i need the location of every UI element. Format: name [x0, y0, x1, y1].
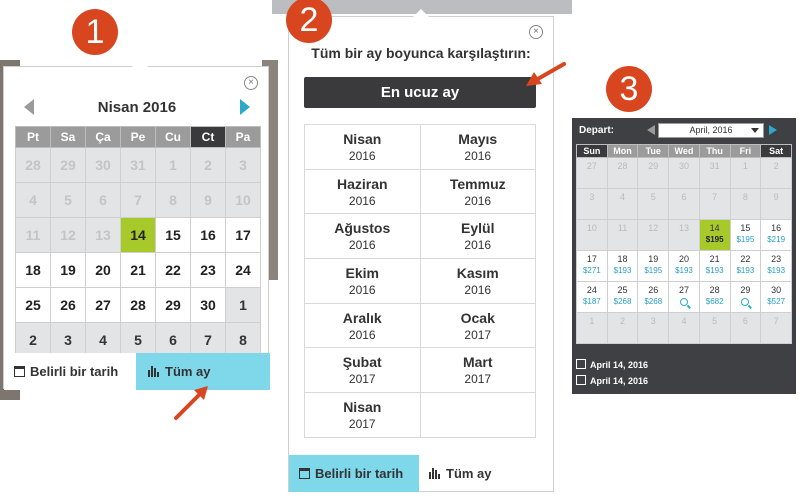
calendar-day: 7 [121, 183, 156, 218]
day-number: 1 [589, 316, 595, 326]
month-year: 2017 [348, 372, 376, 387]
calendar-day[interactable] [669, 251, 700, 282]
return-date: April 14, 2016 [590, 376, 649, 386]
compare-title: Tüm bir ay boyunca karşılaştırın: [311, 45, 531, 61]
calendar-day: 30 [86, 148, 121, 183]
calendar-day: 2 [191, 148, 226, 183]
calendar-day[interactable]: 7 [191, 323, 226, 358]
calendar-day: 9 [191, 183, 226, 218]
step-badge-3: 3 [606, 66, 652, 112]
tab-label: Tüm ay [165, 364, 211, 379]
day-price: $682 [705, 297, 724, 306]
day-number: 5 [650, 192, 656, 202]
calendar-day [577, 313, 608, 344]
depart-date-row [576, 359, 648, 371]
day-price: $187 [582, 297, 601, 306]
day-price: $527 [767, 297, 786, 306]
month-select[interactable] [658, 123, 764, 138]
calendar-week [577, 282, 792, 313]
month-name: Temmuz [449, 175, 506, 192]
calendar-day[interactable]: 15 [156, 218, 191, 253]
search-icon[interactable] [680, 298, 688, 306]
search-icon[interactable] [741, 298, 749, 306]
month-cell[interactable] [305, 303, 421, 348]
date-mode-tabs [4, 353, 270, 390]
day-price: $268 [644, 297, 663, 306]
calendar-day: 3 [226, 148, 261, 183]
month-year: 2016 [348, 282, 376, 297]
month-cell[interactable] [420, 125, 536, 170]
calendar-week [16, 183, 261, 218]
calendar-day[interactable]: 5 [121, 323, 156, 358]
weekday-header: Mon [607, 145, 638, 158]
cheapest-month-button[interactable]: En ucuz ay [304, 77, 536, 108]
calendar-day[interactable]: 29 [156, 288, 191, 323]
month-select-value: April, 2016 [689, 125, 733, 135]
day-number: 7 [712, 192, 718, 202]
calendar-day[interactable] [730, 251, 761, 282]
day-number: 5 [712, 316, 718, 326]
calendar-day: 10 [226, 183, 261, 218]
calendar-day[interactable] [607, 282, 638, 313]
calendar-day[interactable] [638, 251, 669, 282]
day-number: 30 [678, 161, 689, 171]
month-row [305, 303, 536, 348]
weekday-header: Pa [226, 127, 261, 148]
day-number: 31 [709, 161, 720, 171]
popup-caret [132, 59, 148, 67]
calendar-day: 12 [51, 218, 86, 253]
weekday-header: Tue [638, 145, 669, 158]
calendar-day[interactable]: 3 [51, 323, 86, 358]
day-price: $193 [613, 266, 632, 275]
month-name: Ekim [345, 264, 379, 281]
month-cell[interactable] [305, 125, 421, 170]
calendar-day[interactable]: 6 [156, 323, 191, 358]
calendar-day[interactable] [699, 282, 730, 313]
calendar-day[interactable]: 18 [16, 253, 51, 288]
month-name: Kasım [456, 264, 499, 281]
calendar-day: 28 [16, 148, 51, 183]
day-number: 6 [681, 192, 687, 202]
month-year: 2016 [464, 282, 492, 297]
day-price: $268 [613, 297, 632, 306]
calendar-day[interactable] [699, 251, 730, 282]
month-name: Mayıs [458, 130, 498, 147]
weekday-header: Sat [761, 145, 792, 158]
calendar-day [638, 220, 669, 251]
calendar-day [699, 189, 730, 220]
day-number: 6 [742, 316, 748, 326]
calendar-day[interactable] [730, 220, 761, 251]
pointer-arrow-2 [522, 60, 568, 90]
weekday-header: Ça [86, 127, 121, 148]
calendar-week [577, 251, 792, 282]
day-number: 29 [740, 285, 751, 295]
calendar-day[interactable]: 19 [51, 253, 86, 288]
day-number: 22 [740, 254, 751, 264]
calendar-day [607, 313, 638, 344]
calendar-day[interactable]: 22 [156, 253, 191, 288]
calendar-week [577, 220, 792, 251]
day-number: 21 [709, 254, 720, 264]
bar-chart-icon [148, 366, 160, 377]
pointer-arrow-1 [172, 382, 212, 422]
calendar-day [607, 189, 638, 220]
day-number: 25 [617, 285, 628, 295]
weekday-header: Sa [51, 127, 86, 148]
day-number: 16 [771, 223, 782, 233]
calendar-week [577, 313, 792, 344]
month-cell[interactable] [420, 214, 536, 259]
calendar-day [607, 158, 638, 189]
weekday-header: Pt [16, 127, 51, 148]
day-number: 18 [617, 254, 628, 264]
month-year: 2017 [464, 327, 492, 342]
calendar-day: 8 [156, 183, 191, 218]
calendar-day[interactable] [699, 220, 730, 251]
month-cell[interactable] [420, 169, 536, 214]
day-number: 17 [586, 254, 597, 264]
calendar-day [669, 189, 700, 220]
day-number: 2 [620, 316, 626, 326]
calendar-day: 1 [156, 148, 191, 183]
calendar-day [761, 158, 792, 189]
month-cell[interactable] [420, 303, 536, 348]
month-cell[interactable] [420, 348, 536, 393]
month-year: 2016 [348, 238, 376, 253]
calendar-day[interactable]: 2 [16, 323, 51, 358]
month-year: 2016 [464, 148, 492, 163]
month-calendar-popup [3, 66, 269, 389]
calendar-day[interactable]: 14 [121, 218, 156, 253]
weekday-header: Pe [121, 127, 156, 148]
tab-specific-date[interactable] [289, 455, 419, 492]
calendar-day[interactable] [669, 282, 700, 313]
day-price: $195 [736, 235, 755, 244]
month-name: Mart [462, 354, 493, 371]
calendar-day[interactable]: 16 [191, 218, 226, 253]
return-date-row [576, 375, 648, 387]
tab-specific-date[interactable] [14, 353, 136, 390]
weekday-header: Fri [730, 145, 761, 158]
calendar-day[interactable]: 1 [226, 288, 261, 323]
calendar-day[interactable] [761, 251, 792, 282]
calendar-header [14, 95, 260, 119]
calendar-day [669, 220, 700, 251]
calendar-icon [299, 468, 310, 479]
month-cell[interactable] [305, 169, 421, 214]
weekday-header: Wed [669, 145, 700, 158]
calendar-header [572, 118, 796, 143]
month-name: Aralık [342, 309, 382, 326]
calendar-day [699, 313, 730, 344]
calendar-day[interactable]: 26 [51, 288, 86, 323]
month-title: Nisan 2016 [97, 99, 177, 116]
calendar-day [577, 158, 608, 189]
month-name: Nisan [343, 130, 382, 147]
calendar-day[interactable]: 28 [121, 288, 156, 323]
step-badge-1: 1 [72, 9, 118, 55]
calendar-day[interactable] [577, 251, 608, 282]
calendar-day[interactable] [607, 251, 638, 282]
month-year: 2016 [348, 193, 376, 208]
calendar-day[interactable] [761, 220, 792, 251]
depart-calendar-icon [576, 359, 586, 369]
day-price: $193 [705, 266, 724, 275]
calendar-day [761, 313, 792, 344]
day-number: 15 [740, 223, 751, 233]
calendar-day [730, 158, 761, 189]
calendar-day[interactable]: 4 [86, 323, 121, 358]
day-number: 7 [773, 316, 779, 326]
month-row [305, 259, 536, 304]
day-number: 9 [773, 192, 779, 202]
calendar-day [669, 313, 700, 344]
next-month-icon[interactable] [240, 99, 250, 115]
calendar-day[interactable]: 27 [86, 288, 121, 323]
month-grid [304, 124, 536, 438]
day-number: 4 [681, 316, 687, 326]
month-year: 2016 [348, 148, 376, 163]
month-year: 2017 [464, 372, 492, 387]
calendar-day [577, 220, 608, 251]
empty-cell [420, 393, 536, 438]
calendar-day: 13 [86, 218, 121, 253]
month-name: Nisan [343, 398, 382, 415]
calendar-week [16, 148, 261, 183]
price-calendar-panel [572, 118, 796, 394]
calendar-grid [15, 126, 261, 358]
day-number: 19 [648, 254, 659, 264]
calendar-week [16, 218, 261, 253]
step-badge-2: 2 [286, 0, 332, 43]
weekday-header: Ct [191, 127, 226, 148]
month-year: 2016 [464, 238, 492, 253]
calendar-week [577, 158, 792, 189]
month-cell[interactable] [420, 259, 536, 304]
calendar-day [607, 220, 638, 251]
calendar-day[interactable]: 23 [191, 253, 226, 288]
calendar-day [638, 158, 669, 189]
month-row [305, 348, 536, 393]
calendar-day [577, 189, 608, 220]
month-cell[interactable] [305, 393, 421, 438]
prev-month-icon[interactable] [647, 125, 655, 135]
close-icon[interactable]: × [529, 25, 543, 39]
calendar-day[interactable]: 21 [121, 253, 156, 288]
day-number: 3 [589, 192, 595, 202]
calendar-day[interactable] [577, 282, 608, 313]
weekday-header: Sun [577, 145, 608, 158]
day-price: $195 [705, 235, 724, 244]
calendar-day[interactable]: 24 [226, 253, 261, 288]
tab-label: Tüm ay [446, 466, 492, 481]
day-number: 14 [709, 223, 720, 233]
day-price: $219 [767, 235, 786, 244]
price-calendar-grid [576, 144, 792, 344]
day-number: 27 [678, 285, 689, 295]
day-price: $195 [644, 266, 663, 275]
month-row [305, 169, 536, 214]
day-number: 1 [742, 161, 748, 171]
calendar-day: 31 [121, 148, 156, 183]
day-number: 28 [709, 285, 720, 295]
calendar-day[interactable]: 17 [226, 218, 261, 253]
day-number: 3 [650, 316, 656, 326]
month-name: Şubat [342, 354, 382, 371]
month-name: Ocak [460, 309, 495, 326]
calendar-day [638, 189, 669, 220]
day-price: $193 [736, 266, 755, 275]
day-number: 29 [648, 161, 659, 171]
calendar-day[interactable]: 8 [226, 323, 261, 358]
month-compare-popup [288, 16, 554, 492]
month-cell[interactable] [305, 214, 421, 259]
next-month-icon[interactable] [769, 125, 777, 135]
day-number: 4 [620, 192, 626, 202]
day-number: 2 [773, 161, 779, 171]
calendar-day: 11 [16, 218, 51, 253]
calendar-day [699, 158, 730, 189]
month-row [305, 393, 536, 438]
day-number: 27 [586, 161, 597, 171]
depart-label: Depart: [579, 125, 615, 136]
depart-date: April 14, 2016 [590, 360, 649, 370]
day-number: 10 [586, 223, 597, 233]
month-cell[interactable] [305, 348, 421, 393]
calendar-day[interactable] [761, 282, 792, 313]
tab-label: Belirli bir tarih [30, 364, 119, 379]
return-calendar-icon [576, 375, 586, 385]
calendar-day [730, 189, 761, 220]
calendar-day: 5 [51, 183, 86, 218]
calendar-day: 4 [16, 183, 51, 218]
chevron-down-icon [751, 128, 759, 133]
calendar-day [638, 313, 669, 344]
day-number: 28 [617, 161, 628, 171]
calendar-day [669, 158, 700, 189]
calendar-day[interactable] [638, 282, 669, 313]
day-number: 23 [771, 254, 782, 264]
day-number: 30 [771, 285, 782, 295]
calendar-day: 29 [51, 148, 86, 183]
close-icon[interactable]: × [244, 76, 258, 90]
day-number: 20 [678, 254, 689, 264]
month-row [305, 214, 536, 259]
month-year: 2016 [348, 327, 376, 342]
tab-whole-month[interactable] [429, 455, 549, 492]
calendar-day[interactable]: 25 [16, 288, 51, 323]
day-number: 24 [586, 285, 597, 295]
day-number: 12 [648, 223, 659, 233]
calendar-day[interactable]: 30 [191, 288, 226, 323]
month-name: Eylül [461, 220, 495, 237]
calendar-day [761, 189, 792, 220]
day-number: 11 [617, 223, 628, 233]
tab-label: Belirli bir tarih [315, 466, 404, 481]
weekday-header: Thu [699, 145, 730, 158]
day-price: $193 [767, 266, 786, 275]
day-number: 13 [678, 223, 689, 233]
popup-caret [413, 9, 429, 17]
day-number: 26 [648, 285, 659, 295]
calendar-day: 6 [86, 183, 121, 218]
day-price: $193 [675, 266, 693, 275]
day-number: 8 [742, 192, 748, 202]
month-year: 2016 [464, 193, 492, 208]
day-price: $271 [582, 266, 601, 275]
calendar-week [16, 288, 261, 323]
month-name: Haziran [336, 175, 388, 192]
month-year: 2017 [348, 416, 376, 431]
bar-chart-icon [429, 468, 441, 479]
calendar-week [577, 189, 792, 220]
calendar-week [16, 253, 261, 288]
calendar-icon [14, 366, 25, 377]
date-mode-tabs [289, 455, 555, 493]
month-cell[interactable] [305, 259, 421, 304]
calendar-day[interactable] [730, 282, 761, 313]
calendar-day [730, 313, 761, 344]
weekday-header: Cu [156, 127, 191, 148]
calendar-day[interactable]: 20 [86, 253, 121, 288]
month-row [305, 125, 536, 170]
month-name: Ağustos [334, 220, 391, 237]
